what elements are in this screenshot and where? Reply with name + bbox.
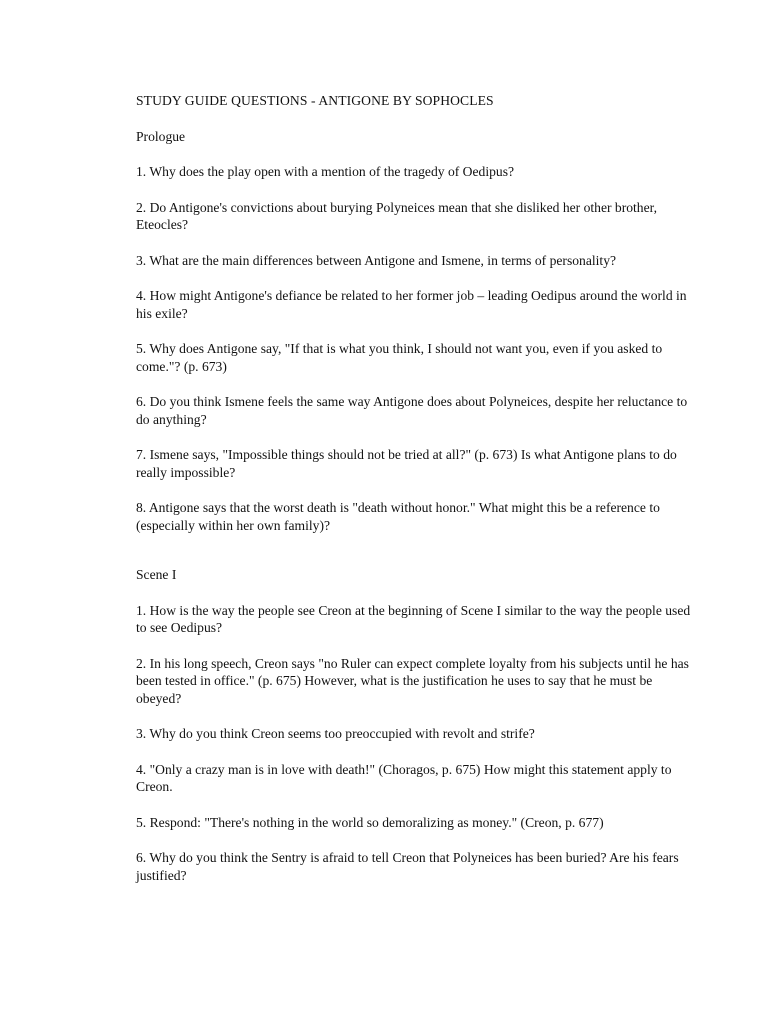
question-item: 3. What are the main differences between Antigone and Ismene, in terms of personality? xyxy=(136,252,617,268)
section-heading: Scene I xyxy=(136,567,177,582)
question-item: 7. Ismene says, "Impossible things should not be tried at all?" (p. 673) Is what Antigone plans to do really impossible? xyxy=(136,447,677,480)
question-item: 4. "Only a crazy man is in love with death!" (Choragos, p. 675) How might this statement apply to Creon. xyxy=(136,761,672,794)
question-item: 1. How is the way the people see Creon at the beginning of Scene I similar to the way the people used to see Oedipus? xyxy=(136,602,691,635)
question-item: 3. Why do you think Creon seems too preoccupied with revolt and strife? xyxy=(136,726,535,741)
question-item: 4. How might Antigone's defiance be related to her former job – leading Oedipus around the world in his exile? xyxy=(136,288,687,321)
question-item: 5. Why does Antigone say, "If that is what you think, I should not want you, even if you asked to come."? (p. 673) xyxy=(136,341,663,374)
document-page xyxy=(136,92,696,902)
document-title: STUDY GUIDE QUESTIONS - ANTIGONE BY SOPHOCLES xyxy=(136,93,494,108)
section-heading: Prologue xyxy=(136,128,186,144)
question-item: 1. Why does the play open with a mention of the tragedy of Oedipus? xyxy=(136,164,515,179)
question-item: 5. Respond: "There's nothing in the world so demoralizing as money." (Creon, p. 677) xyxy=(136,814,604,830)
section-prologue xyxy=(136,128,696,535)
section-scene-1 xyxy=(136,566,696,884)
question-item: 6. Why do you think the Sentry is afraid to tell Creon that Polyneices has been buried? Are his fears justified? xyxy=(136,850,679,883)
question-item: 2. Do Antigone's convictions about burying Polyneices mean that she disliked her other brother, Eteocles? xyxy=(136,199,658,232)
question-item: 2. In his long speech, Creon says "no Ruler can expect complete loyalty from his subjects until he has been tested in office." (p. 675) However, what is the justification he uses to say that he must be obeyed? xyxy=(136,655,689,706)
question-item: 8. Antigone says that the worst death is "death without honor." What might this be a reference to (especially within her own family)? xyxy=(136,500,660,533)
question-item: 6. Do you think Ismene feels the same way Antigone does about Polyneices, despite her reluctance to do anything? xyxy=(136,394,688,427)
